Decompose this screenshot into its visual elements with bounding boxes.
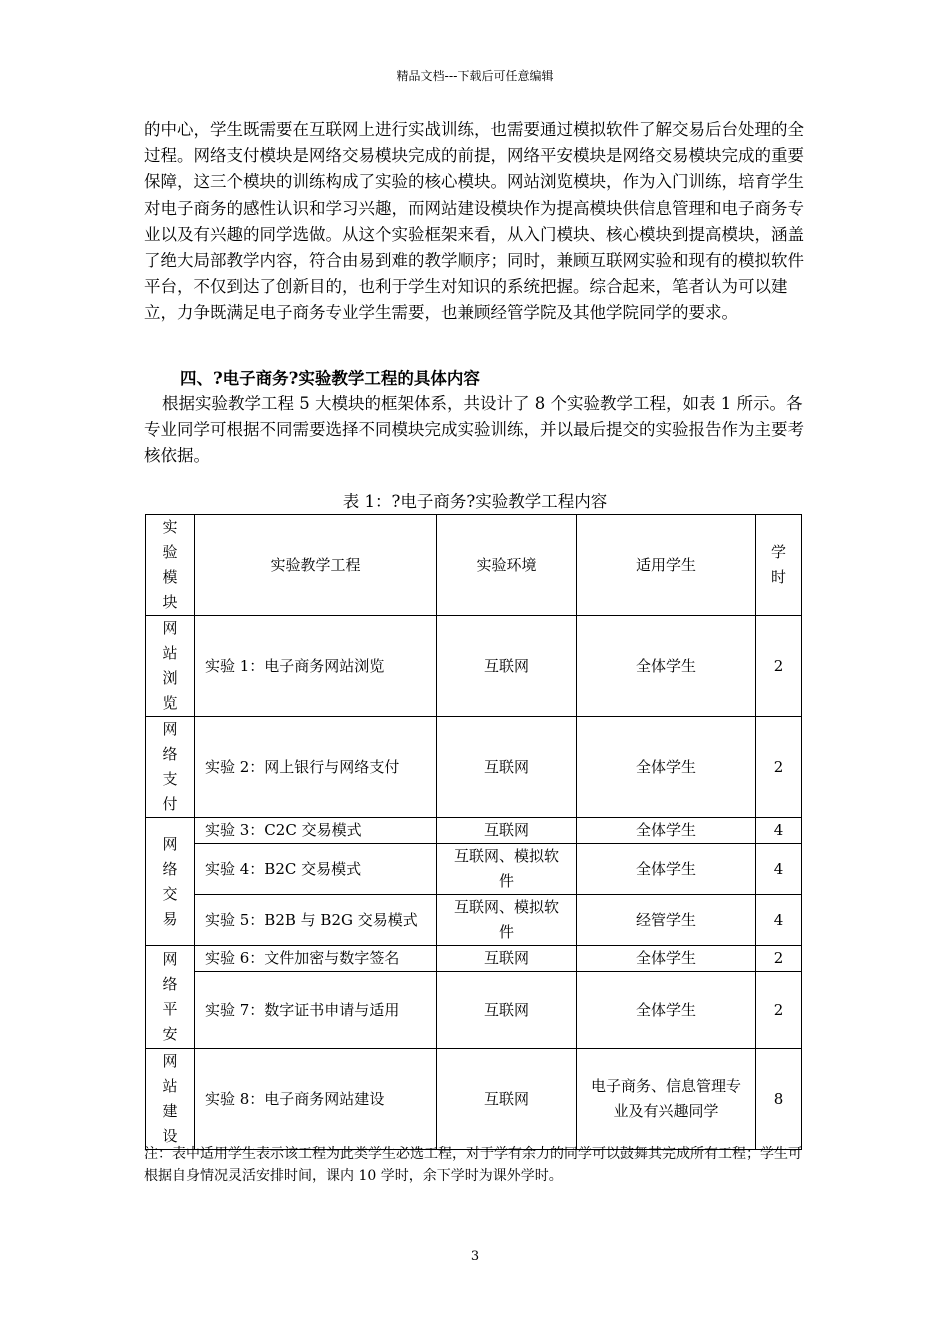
hours-cell: 4 [756,844,802,895]
module-cell: 网站建设 [146,1049,195,1150]
env-cell: 互联网 [437,717,577,818]
students-cell: 经管学生 [577,895,756,946]
env-cell: 互联网 [437,946,577,972]
header-students: 适用学生 [577,515,756,616]
env-cell: 互联网 [437,1049,577,1150]
table-row [146,946,802,972]
students-cell: 全体学生 [577,717,756,818]
project-cell: 实验 5：B2B 与 B2G 交易模式 [195,895,437,946]
header-module: 实验模块 [146,515,195,616]
hours-cell: 2 [756,616,802,717]
module-cell: 网站浏览 [146,616,195,717]
students-cell: 电子商务、信息管理专业及有兴趣同学 [577,1049,756,1150]
module-cell: 网络支付 [146,717,195,818]
module-cell: 网络平安 [146,946,195,1049]
project-cell: 实验 6：文件加密与数字签名 [195,946,437,972]
table-row [146,972,802,1049]
env-cell: 互联网 [437,818,577,844]
hours-cell: 4 [756,895,802,946]
table-row [146,844,802,895]
hours-cell: 2 [756,717,802,818]
project-cell: 实验 7：数字证书申请与适用 [195,972,437,1049]
page-number: 3 [470,1249,480,1264]
project-cell: 实验 8：电子商务网站建设 [195,1049,437,1150]
students-cell: 全体学生 [577,818,756,844]
hours-cell: 8 [756,1049,802,1150]
page-header: 精品文档---下载后可任意编辑 [396,69,554,83]
body-paragraph-1: 的中心，学生既需要在互联网上进行实战训练，也需要通过模拟软件了解交易后台处理的全过程。网络支付模块是网络交易模块完成的前提，网络平安模块是网络交易模块完成的重要保障，这三个模块的训练构成了实验的核心模块。网站浏览模块，作为入门训练，培育学生对电子商务的感性认识和学习兴趣，而网站建设模块作为提高模块供信息管理和电子商务专业以及有兴趣的同学选做。从这个实验框架来看，从入门模块、核心模块到提高模块，涵盖了绝大局部教学内容，符合由易到难的教学顺序；同时，兼顾互联网实验和现有的模拟软件平台，不仅到达了创新目的，也利于学生对知识的系统把握。综合起来，笔者认为可以建立，力争既满足电子商务专业学生需要，也兼顾经管学院及其他学院同学的要求。 [144,120,804,323]
module-cell: 网络交易 [146,818,195,946]
table-header-row [146,515,802,616]
header-project: 实验教学工程 [195,515,437,616]
section-heading: 四、?电子商务?实验教学工程的具体内容 [180,369,480,388]
body-paragraph-2: 根据实验教学工程 5 大模块的框架体系，共设计了 8 个实验教学工程，如表 1 所示。各专业同学可根据不同需要选择不同模块完成实验训练，并以最后提交的实验报告作为主要考核依据。 [144,394,804,466]
table-row [146,818,802,844]
env-cell: 互联网、模拟软件 [437,844,577,895]
project-cell: 实验 1：电子商务网站浏览 [195,616,437,717]
table-note: 注：表中适用学生表示该工程为此类学生必选工程，对于学有余力的同学可以鼓舞其完成所有工程；学生可根据自身情况灵活安排时间，课内 10 学时，余下学时为课外学时。 [144,1146,802,1184]
table-row [146,616,802,717]
students-cell: 全体学生 [577,844,756,895]
table-row [146,1049,802,1150]
project-cell: 实验 3：C2C 交易模式 [195,818,437,844]
experiment-table [145,514,802,1150]
env-cell: 互联网 [437,616,577,717]
students-cell: 全体学生 [577,616,756,717]
header-env: 实验环境 [437,515,577,616]
table-caption: 表 1：?电子商务?实验教学工程内容 [342,492,608,511]
hours-cell: 2 [756,972,802,1049]
project-cell: 实验 4：B2C 交易模式 [195,844,437,895]
table-row [146,717,802,818]
env-cell: 互联网、模拟软件 [437,895,577,946]
hours-cell: 4 [756,818,802,844]
project-cell: 实验 2：网上银行与网络支付 [195,717,437,818]
students-cell: 全体学生 [577,946,756,972]
header-hours: 学时 [756,515,802,616]
hours-cell: 2 [756,946,802,972]
students-cell: 全体学生 [577,972,756,1049]
table-row [146,895,802,946]
env-cell: 互联网 [437,972,577,1049]
